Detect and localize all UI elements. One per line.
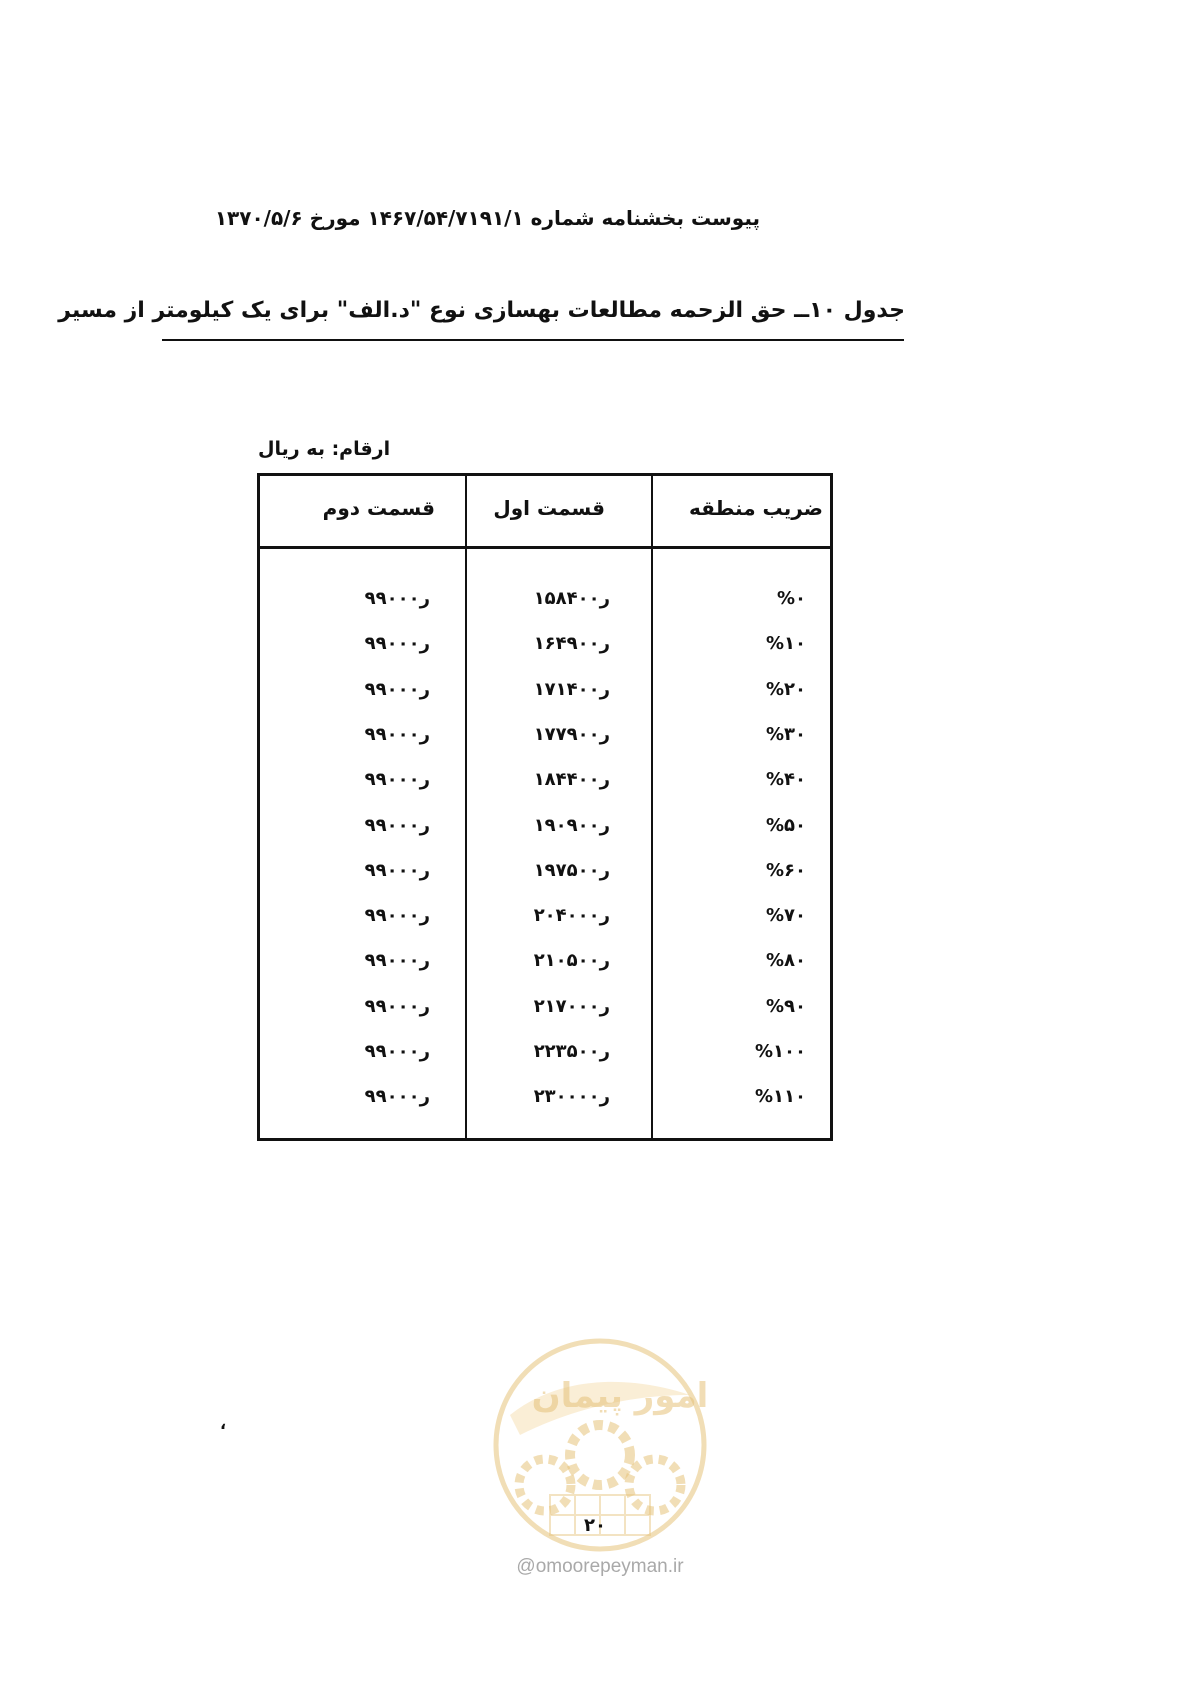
cell-part-one: ۲۰۴ر۰۰۰ [533,905,610,927]
table-row [260,669,830,714]
cell-part-one: ۱۶۴ر۹۰۰ [533,633,610,655]
table-row [260,759,830,804]
cell-part-one: ۱۷۱ر۴۰۰ [533,678,610,700]
cell-part-two: ۹۹ر۰۰۰ [364,588,430,609]
cell-part-two: ۹۹ر۰۰۰ [364,769,430,791]
cell-part-one: ۱۵۸ر۴۰۰ [533,588,610,609]
cell-zone-coefficient: %۱۰ [765,633,806,655]
table-row [260,714,830,759]
cell-zone-coefficient: %۹۰ [765,995,806,1017]
cell-zone-coefficient: %۷۰ [765,905,806,927]
cell-part-two: ۹۹ر۰۰۰ [364,814,430,836]
table-row [260,805,830,850]
table-row [260,578,830,623]
cell-zone-coefficient: %۳۰ [765,723,806,745]
cell-part-one: ۱۹۰ر۹۰۰ [533,814,610,836]
cell-zone-coefficient: %۴۰ [765,769,806,791]
attachment-header: پیوست بخشنامه شماره ۱۴۶۷/۵۴/۷۱۹۱/۱ مورخ ۱۳۷۰/۵/۶ [214,206,760,230]
header-part-one: قسمت اول [493,496,605,520]
cell-part-one: ۱۷۷ر۹۰۰ [533,723,610,745]
cell-part-one: ۲۳۰ر۰۰۰ [533,1086,610,1108]
cell-part-two: ۹۹ر۰۰۰ [364,1041,430,1062]
table-title: جدول ۱۰ــ حق الزحمه مطالعات بهسازی نوع "د.الف" برای یک کیلومتر از مسیر [58,298,905,323]
units-note: ارقام: به ریال [258,438,391,460]
cell-zone-coefficient: %۱۱۰ [755,1086,806,1108]
watermark-logo-text: امور پیمان [531,1376,709,1416]
cell-zone-coefficient: %۶۰ [765,859,806,881]
cell-part-one: ۱۸۴ر۴۰۰ [533,769,610,791]
cell-part-two: ۹۹ر۰۰۰ [364,995,430,1017]
table-row [260,1076,830,1121]
page-number: ۲۰ [584,1515,606,1536]
table-row [260,986,830,1031]
table-row [260,940,830,985]
cell-part-two: ۹۹ر۰۰۰ [364,859,430,881]
header-zone-coefficient: ضریب منطقه [689,496,823,520]
cell-zone-coefficient: %۱۰۰ [755,1041,806,1062]
cell-part-two: ۹۹ر۰۰۰ [364,633,430,655]
cell-zone-coefficient: %۰ [776,588,806,609]
table-row [260,623,830,668]
cell-part-two: ۹۹ر۰۰۰ [364,1086,430,1108]
table-row [260,850,830,895]
cell-part-two: ۹۹ر۰۰۰ [364,950,430,972]
watermark-caption: @omoorepeyman.ir [516,1556,684,1577]
header-part-two: قسمت دوم [322,496,435,520]
cell-zone-coefficient: %۸۰ [765,950,806,972]
cell-part-one: ۲۲۳ر۵۰۰ [533,1041,610,1062]
cell-part-two: ۹۹ر۰۰۰ [364,678,430,700]
table-row [260,1031,830,1076]
cell-part-one: ۲۱۷ر۰۰۰ [533,995,610,1017]
cell-part-two: ۹۹ر۰۰۰ [364,905,430,927]
cell-zone-coefficient: %۵۰ [765,814,806,836]
cell-part-one: ۲۱۰ر۵۰۰ [533,950,610,972]
cell-part-two: ۹۹ر۰۰۰ [364,723,430,745]
header-rule [260,546,830,549]
fee-table [257,473,833,1141]
title-underline [162,339,904,341]
table-row [260,895,830,940]
cell-part-one: ۱۹۷ر۵۰۰ [533,859,610,881]
stray-mark: ، [220,1414,227,1433]
cell-zone-coefficient: %۲۰ [765,678,806,700]
